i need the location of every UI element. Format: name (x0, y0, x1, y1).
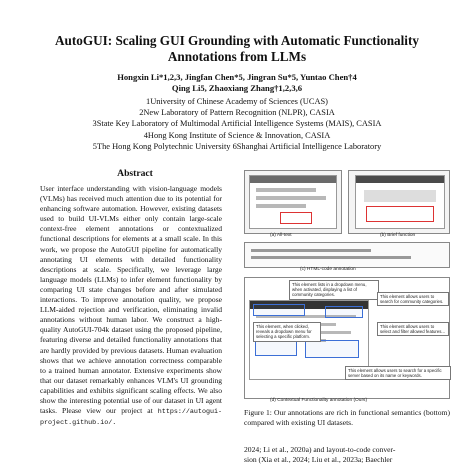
screenshot-thumbnail (249, 175, 337, 229)
subcaption-c: (c) HTML-code annotation (300, 267, 356, 272)
annotation-note-1: This element lists in a dropdown menu, when activated, displaying a list of community categories. (289, 280, 379, 300)
abstract-text: User interface understanding with vision-language models (VLMs) has received much attention due to its potential for enhancing software automation. However, existing datasets used to build UI-VLMs either only contain large-scale context-free element annotations or contextualized functional descriptions for elements at a small scale. In this work, we propose the AutoGUI pipeline for automatically annotating UI elements with detailed functionality descriptions at scale. Specifically, we leverage large language models (LLMs) to infer element functionality by comparing UI state changes before and after simulated interactions. To improve annotation quality, we propose LLM-aided rejection and verification, eliminating invalid annotations without human labor. We construct a high-quality AutoGUI-704k dataset using the proposed pipeline, featuring diverse and detailed functionality annotations that are hardly provided by previous datasets. Human evaluation shows that we achieve annotation correctness comparable to a trained human annotator. Extensive experiments show that our dataset remarkably enhances VLM's UI grounding capabilities and exhibits significant scaling effects. We also show the interesting potential use of our dataset in UI agent tasks. Please view our project at (40, 184, 222, 416)
authors-line-2: Qing Li5, Zhaoxiang Zhang†1,2,3,6 (171, 83, 303, 93)
body-line-1: 2024; Li et al., 2020a) and layout-to-code conver- (244, 445, 396, 454)
figure-panel-a (244, 170, 342, 234)
figure-panel-d (244, 277, 450, 399)
affiliation-1: 1University of Chinese Academy of Sciences (UCAS) (146, 97, 328, 106)
paper-title (30, 33, 444, 64)
annotation-note-3: This element, when clicked, reveals a dropdown menu for selecting a specific platform. (253, 322, 321, 342)
affiliations (30, 96, 444, 152)
subcaption-b: (b) Brief function (380, 233, 416, 238)
subcaption-a: (a) All-text (270, 233, 292, 238)
authors (30, 72, 444, 94)
screenshot-thumbnail (355, 175, 445, 229)
subcaption-d: (d) Contextual Functionality annotation (Ours) (270, 398, 368, 403)
abstract-body (40, 184, 222, 428)
abstract-heading: Abstract (117, 168, 153, 179)
authors-line-1: Hongxin Li*1,2,3, Jingfan Chen*5, Jingran Su*5, Yuntao Chen†4 (117, 72, 357, 82)
body-text (244, 445, 450, 466)
project-url-link[interactable]: https://autogui-project.github.io/. (40, 408, 223, 428)
annotation-note-4: This element allows users to select and filter allowed features... (377, 322, 449, 336)
affiliation-2: 2New Laboratory of Pattern Recognition (NLPR), CASIA (139, 108, 335, 118)
affiliation-5: 5The Hong Kong Polytechnic University 6Shanghai Artificial Intelligence Laboratory (92, 141, 382, 151)
title-line-2: Annotations from LLMs (167, 48, 307, 64)
title-line-1: AutoGUI: Scaling GUI Grounding with Automatic Functionality (55, 33, 419, 48)
affiliation-4: 4Hong Kong Institute of Science & Innovation, CASIA (143, 130, 331, 140)
figure-caption: Figure 1: Our annotations are rich in functional semantics (bottom) compared with existing UI datasets. (244, 408, 450, 427)
annotation-note-2: This element allows users to search for community categories. (377, 292, 449, 306)
figure-panel-b (348, 170, 450, 234)
figure-panel-c (244, 242, 450, 268)
affiliation-3: 3State Key Laboratory of Multimodal Artificial Intelligence Systems (MAIS), CASIA (92, 119, 382, 129)
figure-1 (240, 160, 452, 405)
body-line-2: sion (Xia et al., 2024; Liu et al., 2023a; Baechler (244, 455, 393, 465)
annotation-note-5: This element allows users to search for a specific server based on its name or keywords. (345, 366, 451, 380)
